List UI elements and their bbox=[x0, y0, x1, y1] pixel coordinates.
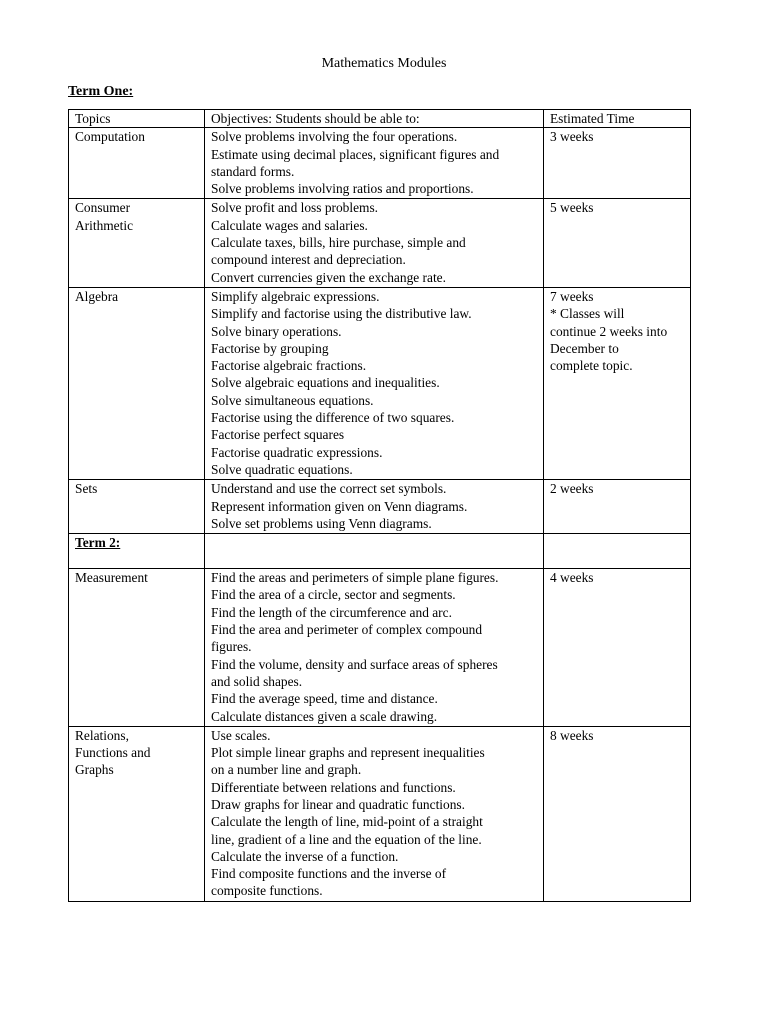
objectives-line: Solve algebraic equations and inequalities. bbox=[211, 375, 440, 391]
table-row bbox=[69, 199, 691, 287]
objectives-cell bbox=[205, 726, 544, 901]
table-row bbox=[69, 287, 691, 479]
objectives-line: Find the volume, density and surface areas of spheres bbox=[211, 656, 498, 672]
objectives-line: Solve profit and loss problems. bbox=[211, 200, 378, 216]
topic-cell bbox=[69, 287, 205, 479]
topic-cell bbox=[69, 726, 205, 901]
objectives-cell bbox=[205, 569, 544, 727]
topic-line: Functions and bbox=[75, 745, 151, 761]
objectives-line: Solve problems involving the four operations. bbox=[211, 129, 458, 145]
time-cell bbox=[544, 480, 691, 534]
modules-table bbox=[68, 109, 691, 902]
objectives-line: line, gradient of a line and the equation of the line. bbox=[211, 831, 482, 847]
term-one-heading: Term One: bbox=[68, 84, 134, 99]
objectives-line: Solve simultaneous equations. bbox=[211, 392, 374, 408]
objectives-line: Solve problems involving ratios and proportions. bbox=[211, 181, 474, 197]
table-row bbox=[69, 480, 691, 534]
objectives-cell bbox=[205, 480, 544, 534]
objectives-line: Draw graphs for linear and quadratic functions. bbox=[211, 796, 465, 812]
objectives-line: Find the area and perimeter of complex compound bbox=[211, 622, 483, 638]
table-row bbox=[69, 569, 691, 727]
term-one-rows bbox=[69, 128, 691, 534]
objectives-line: Differentiate between relations and functions. bbox=[211, 779, 456, 795]
objectives-line: Calculate distances given a scale drawing. bbox=[211, 708, 438, 724]
objectives-line: Plot simple linear graphs and represent inequalities bbox=[211, 745, 485, 761]
table-row bbox=[69, 726, 691, 901]
topic-line: Consumer bbox=[75, 200, 131, 216]
topic-line: Arithmetic bbox=[75, 217, 134, 233]
objectives-line: Calculate the inverse of a function. bbox=[211, 848, 399, 864]
page-title: Mathematics Modules bbox=[321, 56, 447, 71]
objectives-line: Calculate wages and salaries. bbox=[211, 217, 368, 233]
header-objectives: Objectives: Students should be able to: bbox=[205, 110, 544, 128]
objectives-line: and solid shapes. bbox=[211, 673, 303, 689]
time-cell bbox=[544, 128, 691, 199]
objectives-line: Represent information given on Venn diagrams. bbox=[211, 498, 468, 514]
term-two-heading: Term 2: bbox=[69, 534, 205, 569]
objectives-line: Factorise by grouping bbox=[211, 340, 329, 356]
time-cell bbox=[544, 726, 691, 901]
objectives-line: Factorise algebraic fractions. bbox=[211, 358, 367, 374]
objectives-line: Find composite functions and the inverse of bbox=[211, 866, 447, 882]
objectives-line: Solve set problems using Venn diagrams. bbox=[211, 515, 432, 531]
objectives-line: Calculate the length of line, mid-point of a straight bbox=[211, 814, 483, 830]
table-header-row bbox=[69, 110, 691, 128]
objectives-line: Estimate using decimal places, significant figures and bbox=[211, 146, 500, 162]
objectives-line: on a number line and graph. bbox=[211, 762, 362, 778]
objectives-line: Factorise using the difference of two squares. bbox=[211, 410, 455, 426]
topic-line: Algebra bbox=[75, 288, 119, 304]
objectives-line: Simplify and factorise using the distributive law. bbox=[211, 306, 472, 322]
time-line: 5 weeks bbox=[550, 200, 594, 216]
objectives-line: Factorise perfect squares bbox=[211, 427, 345, 443]
objectives-line: Find the areas and perimeters of simple plane figures. bbox=[211, 570, 499, 586]
objectives-line: standard forms. bbox=[211, 163, 295, 179]
topic-cell bbox=[69, 128, 205, 199]
topic-line: Sets bbox=[75, 481, 98, 497]
topic-line: Graphs bbox=[75, 762, 114, 778]
objectives-line: Find the area of a circle, sector and segments. bbox=[211, 587, 456, 603]
term-two-row bbox=[69, 534, 691, 569]
objectives-cell bbox=[205, 128, 544, 199]
objectives-line: compound interest and depreciation. bbox=[211, 252, 406, 268]
topic-cell bbox=[69, 199, 205, 287]
objectives-line: Solve quadratic equations. bbox=[211, 461, 353, 477]
objectives-line: figures. bbox=[211, 639, 252, 655]
time-cell bbox=[544, 287, 691, 479]
time-cell bbox=[544, 199, 691, 287]
topic-line: Measurement bbox=[75, 570, 148, 586]
topic-cell bbox=[69, 569, 205, 727]
header-topics: Topics bbox=[69, 110, 205, 128]
objectives-line: Find the length of the circumference and arc. bbox=[211, 604, 452, 620]
time-line: complete topic. bbox=[550, 358, 633, 374]
objectives-line: composite functions. bbox=[211, 883, 323, 899]
topic-line: Computation bbox=[75, 129, 145, 145]
objectives-line: Simplify algebraic expressions. bbox=[211, 288, 380, 304]
time-line: 3 weeks bbox=[550, 129, 594, 145]
term-two-rows bbox=[69, 569, 691, 902]
time-line: continue 2 weeks into bbox=[550, 323, 668, 339]
time-line: * Classes will bbox=[550, 306, 625, 322]
objectives-line: Solve binary operations. bbox=[211, 323, 342, 339]
objectives-line: Find the average speed, time and distance. bbox=[211, 691, 438, 707]
topic-line: Relations, bbox=[75, 727, 129, 743]
objectives-cell bbox=[205, 199, 544, 287]
time-line: 2 weeks bbox=[550, 481, 594, 497]
objectives-cell bbox=[205, 287, 544, 479]
header-estimated-time: Estimated Time bbox=[544, 110, 691, 128]
time-line: December to bbox=[550, 340, 619, 356]
objectives-line: Convert currencies given the exchange rate. bbox=[211, 269, 446, 285]
objectives-line: Use scales. bbox=[211, 727, 271, 743]
term-two-empty-cell bbox=[205, 534, 544, 569]
objectives-line: Factorise quadratic expressions. bbox=[211, 444, 383, 460]
objectives-line: Understand and use the correct set symbols. bbox=[211, 481, 447, 497]
time-line: 4 weeks bbox=[550, 570, 594, 586]
term-two-empty-cell bbox=[544, 534, 691, 569]
objectives-line: Calculate taxes, bills, hire purchase, simple and bbox=[211, 235, 466, 251]
time-line: 8 weeks bbox=[550, 727, 594, 743]
time-cell bbox=[544, 569, 691, 727]
table-row bbox=[69, 128, 691, 199]
time-line: 7 weeks bbox=[550, 288, 594, 304]
topic-cell bbox=[69, 480, 205, 534]
